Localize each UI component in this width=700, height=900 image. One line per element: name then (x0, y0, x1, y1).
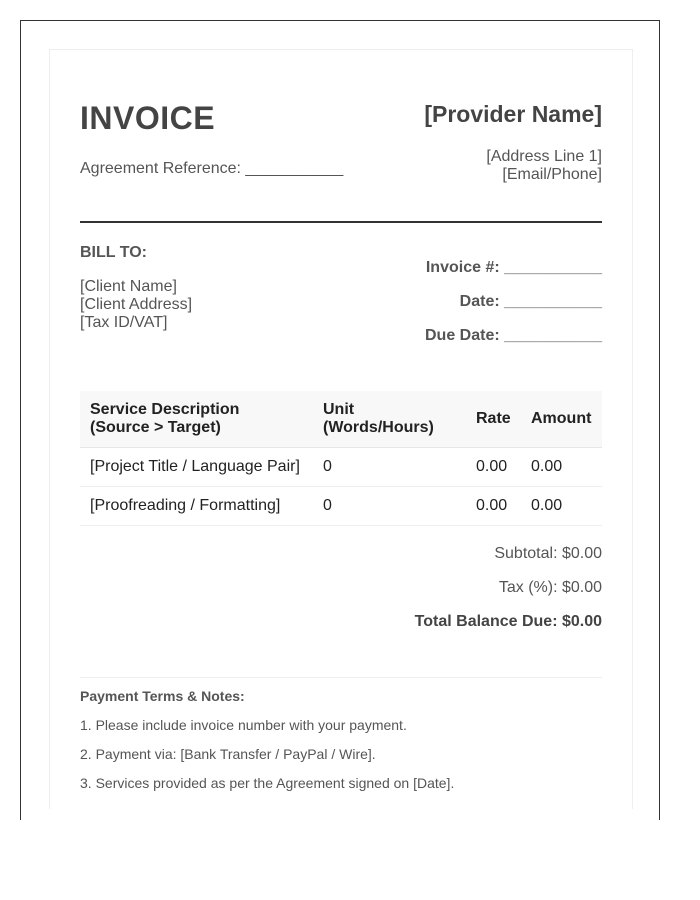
invoice-content (80, 80, 602, 804)
invoice-date-field: Date: ___________ (459, 293, 602, 310)
cell-description: [Proofreading / Formatting] (80, 487, 313, 526)
bill-to-heading: BILL TO: (80, 244, 147, 261)
cell-rate: 0.00 (466, 448, 521, 487)
cell-description: [Project Title / Language Pair] (80, 448, 313, 487)
provider-name: [Provider Name] (424, 101, 602, 127)
invoice-due-date-field: Due Date: ___________ (424, 327, 602, 344)
client-address: [Client Address] (80, 296, 193, 313)
cell-unit: 0 (313, 487, 466, 526)
cell-amount: 0.00 (521, 448, 602, 487)
billing-section (80, 223, 602, 391)
client-details (80, 278, 192, 332)
notes-heading: Payment Terms & Notes: (80, 688, 245, 704)
tax-total: Tax (%): $0.00 (498, 579, 602, 596)
totals-section (80, 545, 602, 647)
note-item: 1. Please include invoice number with your payment. (80, 717, 407, 733)
column-header-unit: Unit (Words/Hours) (313, 391, 466, 448)
total-balance-due: Total Balance Due: $0.00 (414, 613, 602, 630)
cell-rate: 0.00 (466, 487, 521, 526)
agreement-reference: Agreement Reference: ___________ (80, 160, 344, 177)
invoice-header (80, 80, 602, 223)
column-header-amount: Amount (521, 391, 602, 448)
table-row (80, 487, 602, 526)
subtotal: Subtotal: $0.00 (494, 545, 602, 562)
client-name: [Client Name] (80, 278, 177, 295)
table-header-row (80, 391, 602, 448)
provider-address: [Address Line 1] (486, 148, 602, 165)
provider-contact: [Email/Phone] (502, 166, 602, 183)
table-row (80, 448, 602, 487)
cell-amount: 0.00 (521, 487, 602, 526)
invoice-meta (425, 259, 602, 361)
invoice-title: INVOICE (80, 100, 216, 136)
note-item: 3. Services provided as per the Agreement signed on [Date]. (80, 775, 455, 791)
column-header-rate: Rate (466, 391, 521, 448)
column-header-description: Service Description (Source > Target) (80, 391, 313, 448)
payment-notes (80, 677, 602, 791)
note-item: 2. Payment via: [Bank Transfer / PayPal / Wire]. (80, 746, 376, 762)
provider-block (424, 100, 602, 184)
services-table (80, 391, 602, 526)
cell-unit: 0 (313, 448, 466, 487)
invoice-number-field: Invoice #: ___________ (425, 259, 602, 276)
client-tax-id: [Tax ID/VAT] (80, 314, 168, 331)
